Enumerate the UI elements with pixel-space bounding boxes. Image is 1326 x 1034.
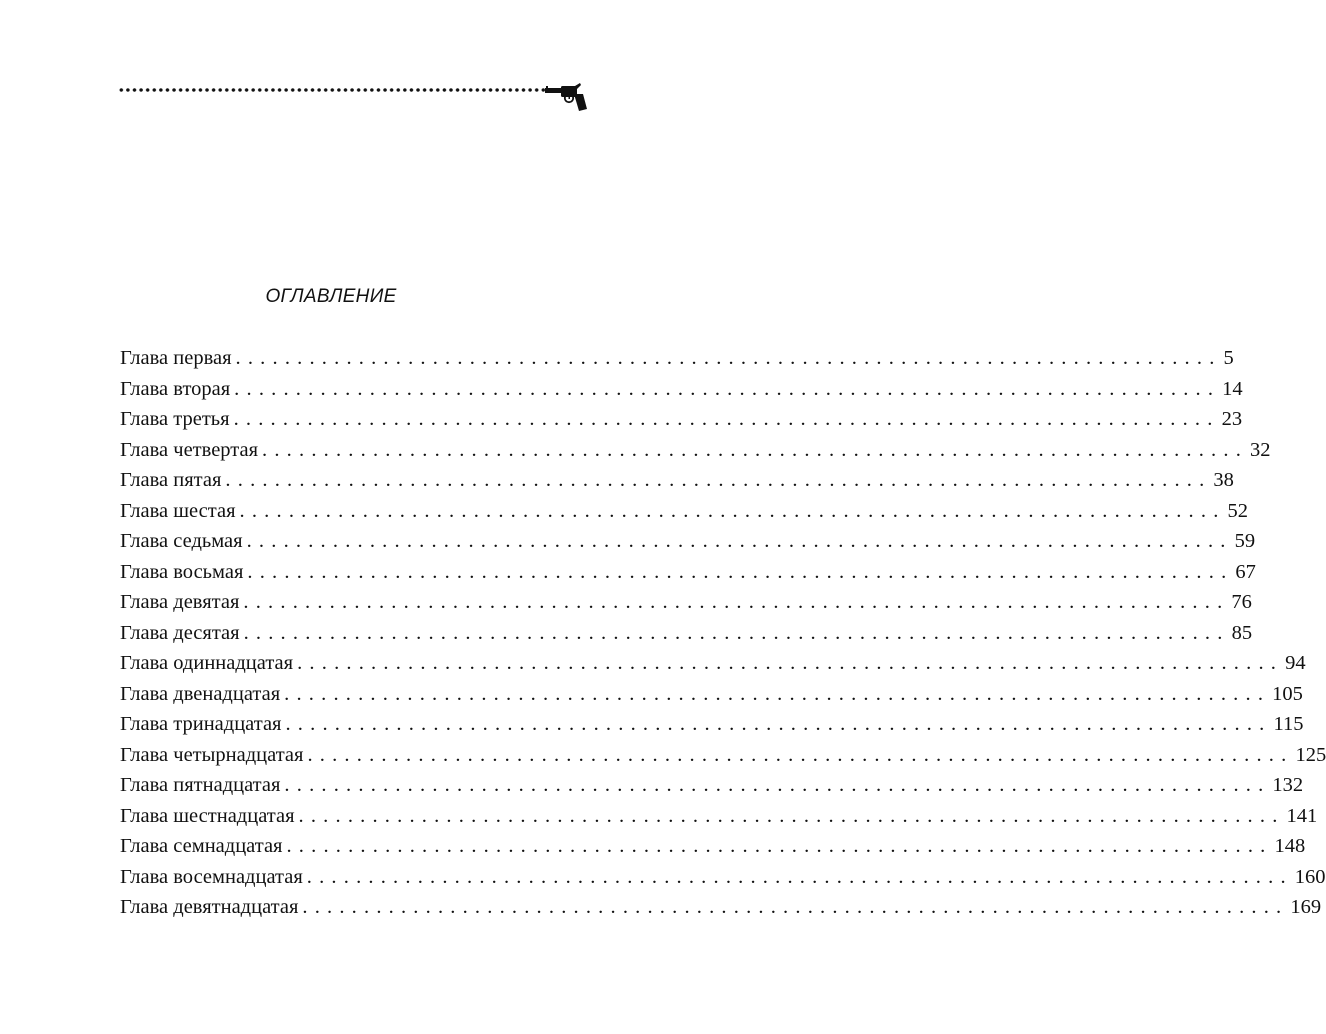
toc-entry	[120, 496, 1249, 527]
toc-entry-page: 132	[1272, 774, 1304, 796]
toc-entry	[120, 770, 1304, 801]
toc-dot-leader: ................................................................................	[239, 499, 1226, 522]
toc-dot-leader: ................................................................................	[286, 835, 1273, 857]
toc-entry-label: Глава пятнадцатая	[120, 774, 281, 796]
toc-entry-label: Глава девятнадцатая	[120, 896, 299, 918]
toc-entry-page: 141	[1286, 804, 1318, 827]
toc-entry-label: Глава восемнадцатая	[120, 865, 303, 888]
toc-dot-leader: ................................................................................	[284, 774, 1271, 796]
toc-entry	[120, 892, 1322, 923]
toc-dot-leader: ................................................................................	[235, 347, 1222, 369]
toc-dot-leader: ................................................................................	[298, 804, 1285, 827]
toc-entry-label: Глава шестнадцатая	[120, 804, 295, 827]
toc-entry-page: 38	[1213, 469, 1234, 491]
toc-entry-label: Глава четвертая	[120, 438, 259, 461]
toc-entry	[120, 404, 1243, 435]
dotted-header-rule	[118, 86, 546, 94]
toc-dot-leader: ................................................................................	[297, 652, 1284, 674]
toc-dot-leader: ................................................................................	[284, 682, 1271, 705]
toc-entry	[120, 740, 1326, 771]
toc-entry-label: Глава двенадцатая	[120, 682, 281, 705]
toc-dot-leader: ................................................................................	[234, 377, 1221, 400]
toc-entry	[120, 374, 1243, 405]
toc-entry-page: 5	[1223, 347, 1234, 369]
toc-entry	[120, 343, 1234, 374]
toc-dot-leader: ................................................................................	[246, 530, 1233, 552]
toc-dot-leader: ................................................................................	[247, 560, 1234, 583]
toc-entry-page: 105	[1272, 682, 1303, 705]
toc-entry-page: 52	[1227, 499, 1249, 522]
toc-entry-label: Глава пятая	[120, 469, 222, 491]
toc-dot-leader: ................................................................................	[243, 591, 1230, 613]
toc-dot-leader: ................................................................................	[262, 438, 1249, 461]
toc-list	[120, 343, 1326, 923]
toc-entry-label: Глава тринадцатая	[120, 713, 282, 735]
toc-title: ОГЛАВЛЕНИЕ	[265, 286, 397, 307]
toc-entry-page: 32	[1250, 438, 1271, 461]
toc-entry	[120, 435, 1271, 466]
toc-entry-page: 14	[1222, 377, 1243, 400]
toc-entry-page: 169	[1290, 896, 1322, 918]
toc-entry-label: Глава вторая	[120, 377, 231, 400]
toc-entry-label: Глава девятая	[120, 591, 240, 613]
toc-entry-page: 23	[1221, 408, 1243, 430]
toc-dot-leader: ................................................................................	[225, 469, 1212, 491]
toc-entry-page: 148	[1274, 835, 1306, 857]
toc-dot-leader: ................................................................................	[307, 743, 1294, 766]
toc-entry-label: Глава седьмая	[120, 530, 243, 552]
toc-entry-label: Глава восьмая	[120, 560, 244, 583]
toc-entry-label: Глава четырнадцатая	[120, 743, 304, 766]
toc-entry-label: Глава семнадцатая	[120, 835, 283, 857]
toc-entry	[120, 679, 1303, 710]
toc-entry-label: Глава шестая	[120, 499, 236, 522]
toc-entry	[120, 526, 1256, 557]
toc-entry	[120, 587, 1252, 618]
toc-dot-leader: ................................................................................	[306, 865, 1293, 888]
toc-entry-page: 94	[1285, 652, 1306, 674]
toc-entry	[120, 862, 1326, 893]
revolver-icon	[545, 82, 587, 112]
toc-entry	[120, 618, 1253, 649]
toc-entry-page: 125	[1295, 743, 1326, 766]
toc-entry	[120, 557, 1256, 588]
toc-entry-page: 85	[1231, 621, 1253, 644]
toc-entry-label: Глава третья	[120, 408, 230, 430]
toc-entry	[120, 648, 1306, 679]
toc-entry-label: Глава первая	[120, 347, 232, 369]
toc-entry	[120, 465, 1234, 496]
toc-dot-leader: ................................................................................	[243, 621, 1230, 644]
toc-entry-page: 160	[1294, 865, 1326, 888]
toc-entry-label: Глава десятая	[120, 621, 240, 644]
toc-entry	[120, 801, 1318, 832]
toc-entry-page: 115	[1273, 713, 1304, 735]
toc-entry-page: 67	[1235, 560, 1256, 583]
toc-entry-page: 76	[1231, 591, 1252, 613]
toc-entry-label: Глава одиннадцатая	[120, 652, 294, 674]
toc-entry	[120, 709, 1304, 740]
toc-entry	[120, 831, 1306, 862]
toc-dot-leader: ................................................................................	[285, 713, 1272, 735]
toc-dot-leader: ................................................................................	[233, 408, 1220, 430]
toc-dot-leader: ................................................................................	[302, 896, 1289, 918]
toc-entry-page: 59	[1234, 530, 1256, 552]
